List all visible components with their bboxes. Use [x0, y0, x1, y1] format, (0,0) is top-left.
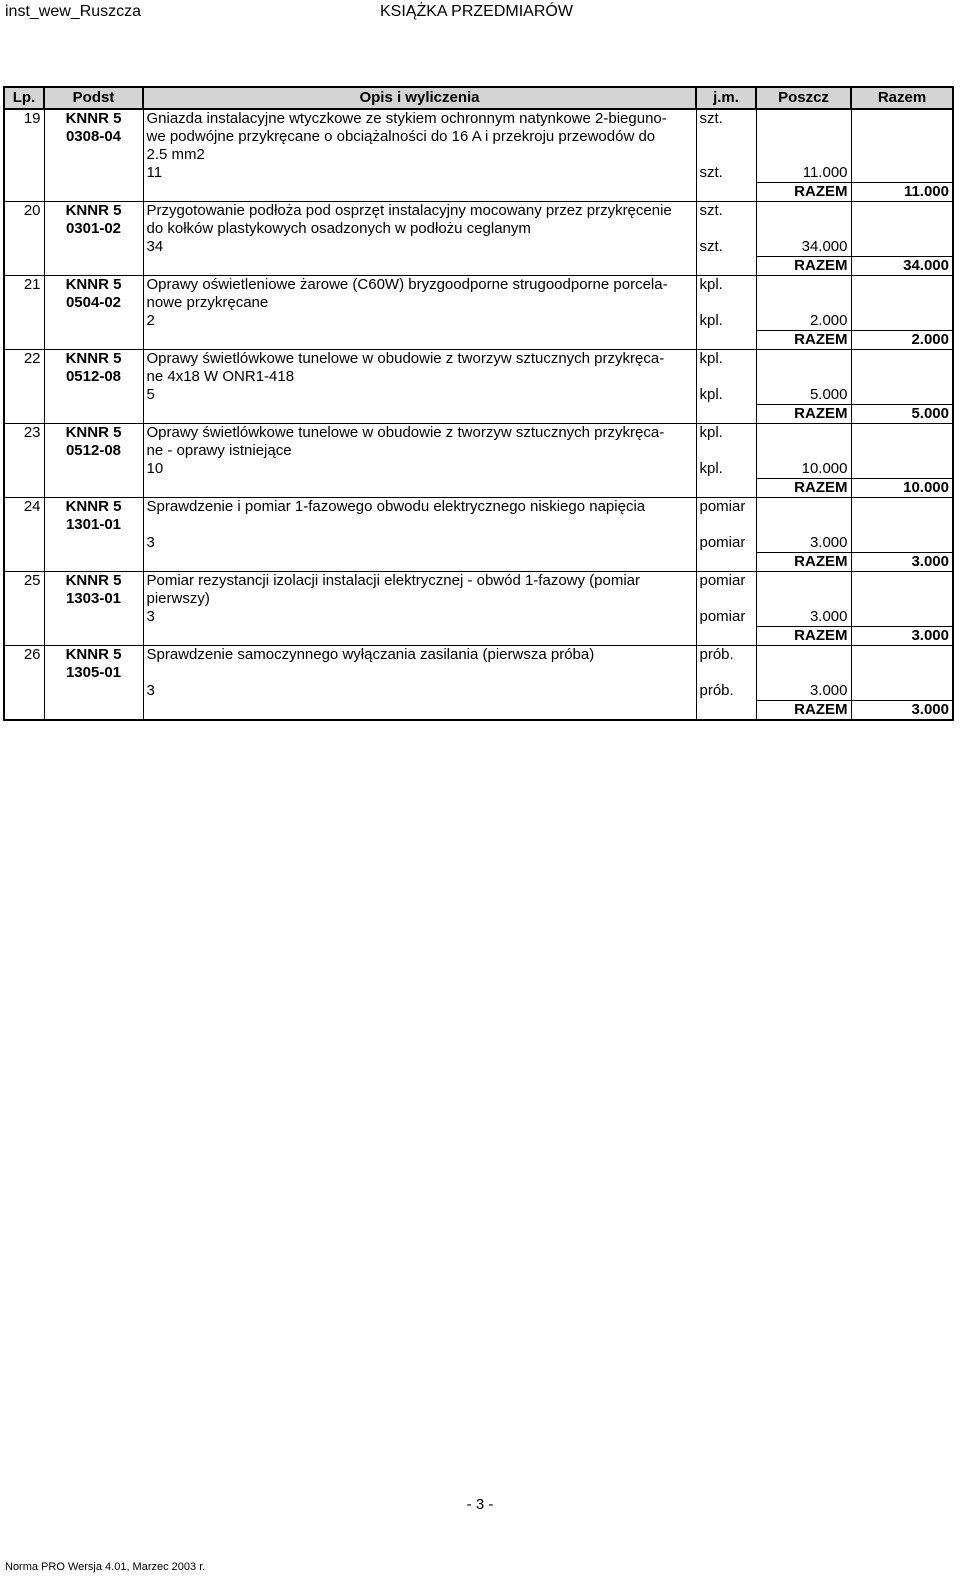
item-podstawa: 0301-02	[44, 220, 143, 238]
item-unit: kpl.	[696, 350, 756, 369]
table-row	[4, 460, 953, 479]
table-row	[4, 590, 953, 608]
item-podstawa	[44, 534, 143, 553]
item-podstawa: KNNR 5	[44, 109, 143, 128]
item-unit: kpl.	[696, 276, 756, 295]
table-row	[4, 164, 953, 183]
sum-value: 3.000	[851, 553, 953, 572]
sum-opis-empty	[143, 701, 696, 721]
sum-value: 5.000	[851, 405, 953, 424]
sum-opis-empty	[143, 553, 696, 572]
sum-jm-empty	[696, 257, 756, 276]
item-description-line: we podwójne przykręcane o obciążalności do 16 A i przekroju przewodów do	[143, 128, 696, 146]
item-podstawa: 0308-04	[44, 128, 143, 146]
sum-podst-empty	[44, 183, 143, 202]
column-header-lp: Lp.	[4, 87, 44, 109]
item-unit	[696, 368, 756, 386]
table-row	[4, 682, 953, 701]
item-razem-empty	[851, 424, 953, 443]
item-description-line: ne 4x18 W ONR1-418	[143, 368, 696, 386]
item-razem-empty	[851, 572, 953, 591]
table-row	[4, 572, 953, 591]
column-header-razem: Razem	[851, 87, 953, 109]
sum-lp-empty	[4, 331, 44, 350]
item-calc-quantity: 11	[143, 164, 696, 183]
item-podstawa	[44, 386, 143, 405]
item-lp: 22	[23, 350, 41, 367]
sum-podst-empty	[44, 627, 143, 646]
sum-label: RAZEM	[756, 331, 851, 350]
sum-lp-empty	[4, 701, 44, 721]
item-description-line: pierwszy)	[143, 590, 696, 608]
item-calc-unit: kpl.	[696, 386, 756, 405]
item-lp	[4, 608, 44, 627]
item-razem-empty	[851, 460, 953, 479]
item-poszcz-empty	[756, 572, 851, 591]
table-row	[4, 294, 953, 312]
sum-jm-empty	[696, 331, 756, 350]
item-description-line: Sprawdzenie samoczynnego wyłączania zasilania (pierwsza próba)	[143, 646, 696, 665]
item-podstawa	[44, 608, 143, 627]
item-podstawa: 0512-08	[44, 442, 143, 460]
sum-podst-empty	[44, 553, 143, 572]
item-lp	[4, 128, 44, 146]
item-lp	[4, 368, 44, 386]
item-lp	[4, 238, 44, 257]
item-razem-empty	[851, 664, 953, 682]
item-razem-empty	[851, 590, 953, 608]
item-description-line: Przygotowanie podłoża pod osprzęt instalacyjny mocowany przez przykręcenie	[143, 202, 696, 221]
table-row	[4, 646, 953, 665]
item-poszcz-value: 11.000	[756, 164, 851, 183]
item-unit: szt.	[696, 202, 756, 221]
sum-lp-empty	[4, 405, 44, 424]
item-poszcz-value: 2.000	[756, 312, 851, 331]
item-calc-unit: szt.	[696, 164, 756, 183]
item-razem-empty	[851, 128, 953, 146]
item-calc-quantity: 3	[143, 534, 696, 553]
item-description-line	[143, 664, 696, 682]
column-header-poszcz: Poszcz	[756, 87, 851, 109]
item-description-line: 2.5 mm2	[143, 146, 696, 164]
item-unit: pomiar	[696, 572, 756, 591]
item-sum-row	[4, 553, 953, 572]
sum-opis-empty	[143, 627, 696, 646]
sum-opis-empty	[143, 405, 696, 424]
item-podstawa: KNNR 5	[44, 350, 143, 369]
sum-label: RAZEM	[756, 479, 851, 498]
item-poszcz-value: 34.000	[756, 238, 851, 257]
item-razem-empty	[851, 534, 953, 553]
item-poszcz-empty	[756, 294, 851, 312]
item-poszcz-empty	[756, 646, 851, 665]
bill-of-quantities-table	[3, 86, 954, 721]
item-unit	[696, 590, 756, 608]
item-calc-quantity: 3	[143, 608, 696, 627]
table-row	[4, 128, 953, 146]
item-lp	[4, 460, 44, 479]
item-razem-empty	[851, 294, 953, 312]
sum-value: 11.000	[851, 183, 953, 202]
item-lp: 25	[23, 572, 41, 589]
sum-jm-empty	[696, 701, 756, 721]
sum-opis-empty	[143, 257, 696, 276]
column-header-opis: Opis i wyliczenia	[143, 87, 696, 109]
table-row	[4, 146, 953, 164]
item-unit	[696, 128, 756, 146]
sum-label: RAZEM	[756, 405, 851, 424]
sum-lp-empty	[4, 257, 44, 276]
item-podstawa: 1303-01	[44, 590, 143, 608]
item-poszcz-empty	[756, 202, 851, 221]
item-lp	[4, 386, 44, 405]
item-description-line: Gniazda instalacyjne wtyczkowe ze stykiem ochronnym natynkowe 2-bieguno-	[143, 109, 696, 128]
item-description-line: Pomiar rezystancji izolacji instalacji elektrycznej - obwód 1-fazowy (pomiar	[143, 572, 696, 591]
item-sum-row	[4, 701, 953, 721]
item-razem-empty	[851, 220, 953, 238]
sum-label: RAZEM	[756, 701, 851, 721]
item-razem-empty	[851, 386, 953, 405]
item-calc-unit: prób.	[696, 682, 756, 701]
item-sum-row	[4, 627, 953, 646]
software-footer: Norma PRO Wersja 4.01, Marzec 2003 r.	[5, 1561, 206, 1573]
item-poszcz-value: 10.000	[756, 460, 851, 479]
table-row	[4, 516, 953, 534]
item-calc-quantity: 5	[143, 386, 696, 405]
item-poszcz-empty	[756, 368, 851, 386]
item-podstawa: KNNR 5	[44, 424, 143, 443]
table-row	[4, 109, 953, 128]
sum-podst-empty	[44, 701, 143, 721]
table-row	[4, 276, 953, 295]
item-calc-unit: kpl.	[696, 460, 756, 479]
sum-value: 3.000	[851, 701, 953, 721]
item-lp: 24	[23, 498, 41, 515]
sum-label: RAZEM	[756, 183, 851, 202]
sum-label: RAZEM	[756, 627, 851, 646]
item-razem-empty	[851, 238, 953, 257]
item-razem-empty	[851, 312, 953, 331]
sum-label: RAZEM	[756, 257, 851, 276]
item-poszcz-empty	[756, 424, 851, 443]
item-lp	[4, 164, 44, 183]
sum-jm-empty	[696, 627, 756, 646]
item-poszcz-empty	[756, 109, 851, 128]
page-number: - 3 -	[466, 1496, 494, 1513]
table-row	[4, 498, 953, 517]
item-podstawa: KNNR 5	[44, 572, 143, 591]
item-description-line: ne - oprawy istniejące	[143, 442, 696, 460]
sum-jm-empty	[696, 553, 756, 572]
item-sum-row	[4, 331, 953, 350]
item-razem-empty	[851, 164, 953, 183]
item-lp: 20	[23, 202, 41, 219]
item-podstawa	[44, 146, 143, 164]
item-unit: prób.	[696, 646, 756, 665]
item-razem-empty	[851, 516, 953, 534]
item-lp	[4, 682, 44, 701]
item-razem-empty	[851, 682, 953, 701]
item-podstawa: 0504-02	[44, 294, 143, 312]
item-lp	[4, 534, 44, 553]
sum-podst-empty	[44, 405, 143, 424]
item-sum-row	[4, 183, 953, 202]
sum-value: 10.000	[851, 479, 953, 498]
table-row	[4, 220, 953, 238]
item-poszcz-value: 3.000	[756, 534, 851, 553]
sum-value: 3.000	[851, 627, 953, 646]
column-header-podst: Podst	[44, 87, 143, 109]
item-calc-unit: kpl.	[696, 312, 756, 331]
item-poszcz-value: 3.000	[756, 682, 851, 701]
item-unit	[696, 220, 756, 238]
item-sum-row	[4, 257, 953, 276]
item-poszcz-empty	[756, 128, 851, 146]
item-unit	[696, 294, 756, 312]
item-razem-empty	[851, 442, 953, 460]
sum-value: 34.000	[851, 257, 953, 276]
item-poszcz-empty	[756, 276, 851, 295]
item-poszcz-value: 5.000	[756, 386, 851, 405]
item-podstawa	[44, 682, 143, 701]
table-row	[4, 238, 953, 257]
item-unit	[696, 146, 756, 164]
item-poszcz-empty	[756, 590, 851, 608]
item-lp	[4, 294, 44, 312]
table-row	[4, 664, 953, 682]
item-lp	[4, 312, 44, 331]
sum-lp-empty	[4, 627, 44, 646]
item-poszcz-empty	[756, 220, 851, 238]
item-podstawa: 0512-08	[44, 368, 143, 386]
item-lp	[4, 664, 44, 682]
item-calc-quantity: 10	[143, 460, 696, 479]
item-poszcz-empty	[756, 146, 851, 164]
item-poszcz-empty	[756, 664, 851, 682]
item-lp: 26	[23, 646, 41, 663]
sum-jm-empty	[696, 183, 756, 202]
item-calc-unit: szt.	[696, 238, 756, 257]
document-header-left: inst_wew_Ruszcza	[5, 3, 142, 20]
item-razem-empty	[851, 146, 953, 164]
item-lp: 23	[23, 424, 41, 441]
item-razem-empty	[851, 368, 953, 386]
sum-lp-empty	[4, 553, 44, 572]
item-poszcz-value: 3.000	[756, 608, 851, 627]
sum-jm-empty	[696, 479, 756, 498]
item-razem-empty	[851, 350, 953, 369]
item-podstawa	[44, 238, 143, 257]
item-unit	[696, 516, 756, 534]
item-lp	[4, 516, 44, 534]
table-row	[4, 350, 953, 369]
item-sum-row	[4, 405, 953, 424]
item-podstawa: KNNR 5	[44, 202, 143, 221]
item-lp: 19	[23, 110, 41, 127]
item-sum-row	[4, 479, 953, 498]
item-description-line	[143, 516, 696, 534]
table-header-row	[4, 87, 953, 109]
item-description-line: Oprawy świetlówkowe tunelowe w obudowie z tworzyw sztucznych przykręca-	[143, 424, 696, 443]
item-description-line: Sprawdzenie i pomiar 1-fazowego obwodu elektrycznego niskiego napięcia	[143, 498, 696, 517]
item-calc-quantity: 2	[143, 312, 696, 331]
sum-opis-empty	[143, 479, 696, 498]
item-podstawa: 1301-01	[44, 516, 143, 534]
document-header-title: KSIĄŻKA PRZEDMIARÓW	[380, 3, 573, 20]
column-header-jm: j.m.	[696, 87, 756, 109]
item-podstawa	[44, 312, 143, 331]
item-poszcz-empty	[756, 498, 851, 517]
item-lp	[4, 146, 44, 164]
item-description-line: Oprawy świetlówkowe tunelowe w obudowie z tworzyw sztucznych przykręca-	[143, 350, 696, 369]
table-row	[4, 608, 953, 627]
sum-lp-empty	[4, 183, 44, 202]
sum-value: 2.000	[851, 331, 953, 350]
item-poszcz-empty	[756, 442, 851, 460]
item-calc-quantity: 34	[143, 238, 696, 257]
item-unit	[696, 442, 756, 460]
table-row	[4, 368, 953, 386]
item-poszcz-empty	[756, 350, 851, 369]
sum-jm-empty	[696, 405, 756, 424]
item-calc-quantity: 3	[143, 682, 696, 701]
item-lp: 21	[23, 276, 41, 293]
item-razem-empty	[851, 498, 953, 517]
item-description-line: do kołków plastykowych osadzonych w podłożu ceglanym	[143, 220, 696, 238]
item-podstawa: KNNR 5	[44, 276, 143, 295]
item-unit	[696, 664, 756, 682]
item-description-line: nowe przykręcane	[143, 294, 696, 312]
item-unit: kpl.	[696, 424, 756, 443]
table-row	[4, 386, 953, 405]
item-podstawa	[44, 460, 143, 479]
sum-opis-empty	[143, 331, 696, 350]
sum-lp-empty	[4, 479, 44, 498]
item-podstawa: KNNR 5	[44, 646, 143, 665]
item-poszcz-empty	[756, 516, 851, 534]
item-lp	[4, 590, 44, 608]
sum-opis-empty	[143, 183, 696, 202]
table-row	[4, 312, 953, 331]
item-description-line: Oprawy oświetleniowe żarowe (C60W) bryzgoodporne strugoodporne porcela-	[143, 276, 696, 295]
sum-podst-empty	[44, 257, 143, 276]
sum-podst-empty	[44, 331, 143, 350]
sum-label: RAZEM	[756, 553, 851, 572]
table-row	[4, 442, 953, 460]
item-calc-unit: pomiar	[696, 534, 756, 553]
item-podstawa: KNNR 5	[44, 498, 143, 517]
sum-podst-empty	[44, 479, 143, 498]
table-row	[4, 424, 953, 443]
item-razem-empty	[851, 608, 953, 627]
item-razem-empty	[851, 646, 953, 665]
item-podstawa	[44, 164, 143, 183]
item-unit: szt.	[696, 109, 756, 128]
item-lp	[4, 220, 44, 238]
item-unit: pomiar	[696, 498, 756, 517]
table-row	[4, 534, 953, 553]
item-lp	[4, 442, 44, 460]
item-podstawa: 1305-01	[44, 664, 143, 682]
table-row	[4, 202, 953, 221]
item-calc-unit: pomiar	[696, 608, 756, 627]
item-razem-empty	[851, 202, 953, 221]
item-razem-empty	[851, 276, 953, 295]
item-razem-empty	[851, 109, 953, 128]
